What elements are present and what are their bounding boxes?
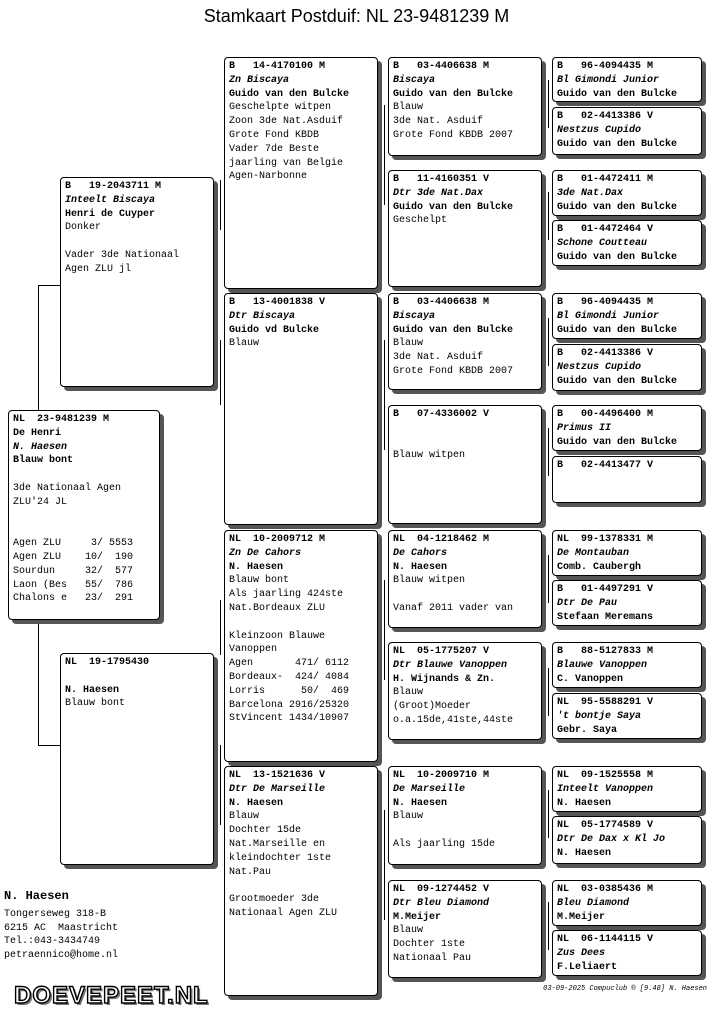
connector — [548, 555, 549, 603]
ring-number: B 88-5127833 M — [557, 646, 654, 657]
ring-number: NL 09-1525558 M — [557, 770, 654, 781]
card-line: Vader 7de Beste — [229, 143, 320, 155]
connector — [548, 902, 549, 950]
connector — [384, 105, 385, 205]
card-line: Stefaan Meremans — [557, 611, 654, 623]
card-line: Guido van den Bulcke — [393, 324, 514, 336]
pigeon-name: Zus Dees — [557, 947, 606, 959]
ring-number: B 13-4001838 V — [229, 297, 326, 308]
ring-number: NL 05-1775207 V — [393, 646, 490, 657]
card-line: N. Haesen — [557, 847, 612, 859]
pigeon-name: De Montauban — [557, 547, 630, 559]
card-line — [65, 235, 209, 249]
card-line: Vader 3de Nationaal — [65, 249, 180, 261]
connector — [548, 192, 549, 240]
card-line: jaarling van Belgie — [229, 157, 344, 169]
page-title: Stamkaart Postduif: NL 23-9481239 M — [203, 6, 510, 26]
card-line: Agen-Narbonne — [229, 171, 308, 183]
ring-number: B 01-4472411 M — [557, 174, 654, 185]
pigeon-name: Nestzus Cupido — [557, 361, 642, 373]
card-line: Laon (Bes 55/ 786 — [13, 579, 134, 591]
card-line: Dochter 15de — [229, 825, 302, 837]
card-sire-sire-dam[interactable] — [388, 170, 542, 287]
card-line: N. Haesen — [13, 441, 68, 453]
card-dam-dam-dam[interactable] — [388, 880, 542, 978]
ring-number: B 03-4406638 M — [393, 297, 490, 308]
pigeon-name: Bl Gimondi Junior — [557, 74, 660, 86]
ring-number: B 11-4160351 V — [393, 174, 490, 185]
card-line: Blauw — [393, 925, 424, 937]
card-line: Sourdun 32/ 577 — [13, 565, 134, 577]
card-line: Guido van den Bulcke — [393, 88, 514, 100]
card-line: Geschelpt — [393, 215, 448, 227]
pigeon-name: Biscaya — [393, 74, 436, 86]
pigeon-name: Nestzus Cupido — [557, 124, 642, 136]
ring-number: B 01-4497291 V — [557, 584, 654, 595]
card-line — [13, 523, 155, 537]
pigeon-name: Zn Biscaya — [229, 74, 290, 86]
card-line: Guido van den Bulcke — [229, 88, 350, 100]
card-dam-sire-dam[interactable] — [388, 642, 542, 740]
connector — [548, 428, 549, 476]
card-line: Blauw bont — [229, 575, 290, 587]
connector — [38, 620, 39, 745]
card-line: Guido van den Bulcke — [557, 88, 678, 100]
card-line: Blauw bont — [65, 698, 126, 710]
pigeon-name: De Cahors — [393, 547, 448, 559]
card-line: StVincent 1434/10907 — [229, 713, 350, 725]
card-line: C. Vanoppen — [557, 673, 624, 685]
pigeon-name: Dtr Biscaya — [229, 310, 296, 322]
ring-number: B 03-4406638 M — [393, 61, 490, 72]
card-line: Grootmoeder 3de — [229, 894, 320, 906]
card-line: Bordeaux- 424/ 4084 — [229, 671, 350, 683]
card-line: Barcelona 2916/25320 — [229, 699, 350, 711]
ring-number: NL 10-2009710 M — [393, 770, 490, 781]
card-line: Blauw bont — [13, 455, 74, 467]
ring-number: NL 06-1144115 V — [557, 934, 654, 945]
pigeon-name: 't bontje Saya — [557, 710, 642, 722]
pigeon-name: Blauwe Vanoppen — [557, 659, 648, 671]
card-line: Als jaarling 15de — [393, 838, 496, 850]
card-line — [13, 468, 155, 482]
card-line: Agen ZLU 3/ 5553 — [13, 538, 134, 550]
card-gen5-8[interactable] — [552, 456, 702, 503]
card-line: Guido van den Bulcke — [557, 436, 678, 448]
connector — [384, 580, 385, 680]
card-dam-sire-sire[interactable] — [388, 530, 542, 628]
connector — [220, 340, 221, 405]
connector — [38, 285, 39, 410]
card-line: Donker — [65, 222, 102, 234]
card-line: Zoon 3de Nat.Asduif — [229, 116, 344, 128]
connector — [384, 810, 385, 920]
card-sire-sire[interactable] — [224, 57, 378, 289]
card-line: Agen ZLU jl — [65, 263, 132, 275]
card-line: Blauw — [229, 338, 260, 350]
pigeon-name — [65, 670, 209, 684]
card-dam-sire[interactable] — [224, 530, 378, 762]
card-line: ZLU'24 JL — [13, 496, 68, 508]
pigeon-name: Inteelt Biscaya — [65, 194, 156, 206]
card-line: N. Haesen — [229, 561, 284, 573]
owner-email[interactable]: petraennico@home.nl — [4, 950, 119, 962]
ring-number: B 07-4336002 V — [393, 409, 490, 420]
ring-number: NL 03-0385436 M — [557, 884, 654, 895]
card-line: N. Haesen — [557, 797, 612, 809]
card-line: kleindochter 1ste — [229, 852, 332, 864]
card-line: Blauw — [393, 687, 424, 699]
card-line: o.a.15de,41ste,44ste — [393, 714, 514, 726]
pigeon-name: Dtr De Marseille — [229, 783, 326, 795]
pigeon-name: 3de Nat.Dax — [557, 187, 624, 199]
card-line: Guido van den Bulcke — [557, 201, 678, 213]
ring-number: NL 19-1795430 — [65, 657, 150, 668]
pigeon-name: Schone Coutteau — [557, 237, 648, 249]
ring-number: B 02-4413386 V — [557, 348, 654, 359]
pigeon-name — [393, 422, 537, 436]
ring-number: B 00-4496400 M — [557, 409, 654, 420]
card-line: 3de Nat. Asduif — [393, 352, 484, 364]
card-line: Guido van den Bulcke — [557, 375, 678, 387]
owner-address-line: 6215 AC Maastricht — [4, 922, 119, 934]
card-line: 3de Nationaal Agen — [13, 482, 122, 494]
card-line: Chalons e 23/ 291 — [13, 593, 134, 605]
card-line: N. Haesen — [393, 797, 448, 809]
card-gen5-3[interactable] — [552, 170, 702, 216]
card-line — [13, 510, 155, 524]
ring-number: B 96-4094435 M — [557, 61, 654, 72]
card-line: Nat.Marseille en — [229, 838, 326, 850]
owner-phone: Tel.:043-3434749 — [4, 936, 101, 948]
ring-number: NL 23-9481239 M — [13, 414, 110, 425]
card-line: Nationaal Pau — [393, 952, 472, 964]
ring-number: NL 10-2009712 M — [229, 534, 326, 545]
ring-number: B 01-4472464 V — [557, 224, 654, 235]
card-line: Agen ZLU 10/ 190 — [13, 551, 134, 563]
connector — [38, 745, 60, 746]
brand-logo: DOEVEPEET.NL — [14, 982, 209, 1009]
card-line: Blauw — [393, 338, 424, 350]
card-line: Agen 471/ 6112 — [229, 658, 350, 670]
card-line: Guido van den Bulcke — [557, 324, 678, 336]
card-line: Henri de Cuyper — [65, 208, 156, 220]
pigeon-name: Dtr 3de Nat.Dax — [393, 187, 484, 199]
card-gen5-2[interactable] — [552, 107, 702, 155]
card-gen5-14[interactable] — [552, 816, 702, 864]
connector — [384, 340, 385, 450]
card-line: Als jaarling 424ste — [229, 589, 344, 601]
connector — [220, 180, 221, 230]
card-line: Vanaf 2011 vader van — [393, 602, 514, 614]
card-line: Blauw — [229, 811, 260, 823]
card-sire-sire-sire[interactable] — [388, 57, 542, 156]
ring-number: NL 99-1378331 M — [557, 534, 654, 545]
card-line — [393, 436, 537, 450]
card-line: Blauw witpen — [393, 575, 466, 587]
card-line: Blauw — [393, 102, 424, 114]
card-line: 3de Nat. Asduif — [393, 116, 484, 128]
connector — [548, 790, 549, 838]
connector — [220, 745, 221, 825]
card-line: M.Meijer — [557, 911, 606, 923]
card-gen5-1[interactable] — [552, 57, 702, 102]
ring-number: NL 05-1774589 V — [557, 820, 654, 831]
pigeon-name: Bl Gimondi Junior — [557, 310, 660, 322]
card-line: H. Wijnands & Zn. — [393, 673, 496, 685]
card-dam[interactable] — [60, 653, 214, 865]
card-line: F.Leliaert — [557, 961, 618, 973]
card-gen5-11[interactable] — [552, 642, 702, 688]
card-line: Nat.Pau — [229, 866, 272, 878]
connector — [548, 318, 549, 366]
card-sire[interactable] — [60, 177, 214, 387]
card-gen5-10[interactable] — [552, 580, 702, 626]
owner-block — [4, 890, 118, 963]
pigeon-name: De Henri — [13, 427, 62, 439]
card-subject[interactable] — [8, 410, 160, 620]
card-gen5-7[interactable] — [552, 405, 702, 451]
card-line — [229, 879, 373, 893]
pigeon-name: Zn De Cahors — [229, 547, 302, 559]
card-gen5-15[interactable] — [552, 880, 702, 926]
card-line: Vanoppen — [229, 644, 278, 656]
card-line: N. Haesen — [229, 797, 284, 809]
card-line: Gebr. Saya — [557, 724, 618, 736]
ring-number: B 19-2043711 M — [65, 181, 162, 192]
card-line: Nationaal Agen ZLU — [229, 907, 338, 919]
ring-number: NL 04-1218462 M — [393, 534, 490, 545]
pigeon-name: Primus II — [557, 422, 612, 434]
card-gen5-12[interactable] — [552, 693, 702, 739]
card-line: Guido van den Bulcke — [557, 251, 678, 263]
card-line: Lorris 50/ 469 — [229, 685, 350, 697]
card-line: Nat.Bordeaux ZLU — [229, 602, 326, 614]
card-dam-dam-sire[interactable] — [388, 766, 542, 865]
card-gen5-13[interactable] — [552, 766, 702, 812]
ring-number: NL 95-5588291 V — [557, 697, 654, 708]
card-sire-dam-sire[interactable] — [388, 293, 542, 390]
card-line: Dochter 1ste — [393, 939, 466, 951]
card-line — [229, 616, 373, 630]
card-line: Blauw witpen — [393, 450, 466, 462]
pigeon-name: Dtr Blauwe Vanoppen — [393, 659, 508, 671]
owner-address-line: Tongerseweg 318-B — [4, 908, 107, 920]
card-line: Grote Fond KBDB 2007 — [393, 365, 514, 377]
card-line: Grote Fond KBDB 2007 — [393, 129, 514, 141]
card-line — [393, 588, 537, 602]
pigeon-name: Biscaya — [393, 310, 436, 322]
ring-number: B 14-4170100 M — [229, 61, 326, 72]
card-line: Geschelpte witpen — [229, 102, 332, 114]
card-gen5-4[interactable] — [552, 220, 702, 266]
card-line: N. Haesen — [393, 561, 448, 573]
ring-number: B 96-4094435 M — [557, 297, 654, 308]
card-sire-dam-dam[interactable] — [388, 405, 542, 524]
card-sire-dam[interactable] — [224, 293, 378, 525]
pigeon-name: Inteelt Vanoppen — [557, 783, 654, 795]
card-line: Guido van den Bulcke — [393, 201, 514, 213]
owner-name: N. Haesen — [4, 889, 69, 903]
card-line: Blauw — [393, 811, 424, 823]
ring-number: B 02-4413477 V — [557, 460, 654, 471]
pigeon-name: Bleu Diamond — [557, 897, 630, 909]
card-gen5-9[interactable] — [552, 530, 702, 576]
card-line: (Groot)Moeder — [393, 701, 472, 713]
connector — [548, 80, 549, 128]
card-gen5-16[interactable] — [552, 930, 702, 976]
connector — [220, 600, 221, 655]
pigeon-name: Dtr De Pau — [557, 597, 618, 609]
card-line: N. Haesen — [65, 684, 120, 696]
card-line: Guido van den Bulcke — [557, 138, 678, 150]
ring-number: NL 13-1521636 V — [229, 770, 326, 781]
connector — [548, 668, 549, 716]
card-line — [393, 824, 537, 838]
card-gen5-6[interactable] — [552, 344, 702, 391]
ring-number: NL 09-1274452 V — [393, 884, 490, 895]
card-line: Comb. Caubergh — [557, 561, 642, 573]
card-dam-dam[interactable] — [224, 766, 378, 996]
card-line: Kleinzoon Blauwe — [229, 630, 326, 642]
pigeon-name: Dtr Bleu Diamond — [393, 897, 490, 909]
pigeon-name: De Marseille — [393, 783, 466, 795]
connector — [38, 285, 60, 286]
card-line: Grote Fond KBDB — [229, 129, 320, 141]
pigeon-name: Dtr De Dax x Kl Jo — [557, 833, 666, 845]
ring-number: B 02-4413386 V — [557, 111, 654, 122]
card-line: M.Meijer — [393, 911, 442, 923]
card-gen5-5[interactable] — [552, 293, 702, 339]
card-line: Guido vd Bulcke — [229, 324, 320, 336]
footer-credit: 03-09-2025 Compuclub ® [9.48] N. Haesen — [543, 985, 707, 993]
